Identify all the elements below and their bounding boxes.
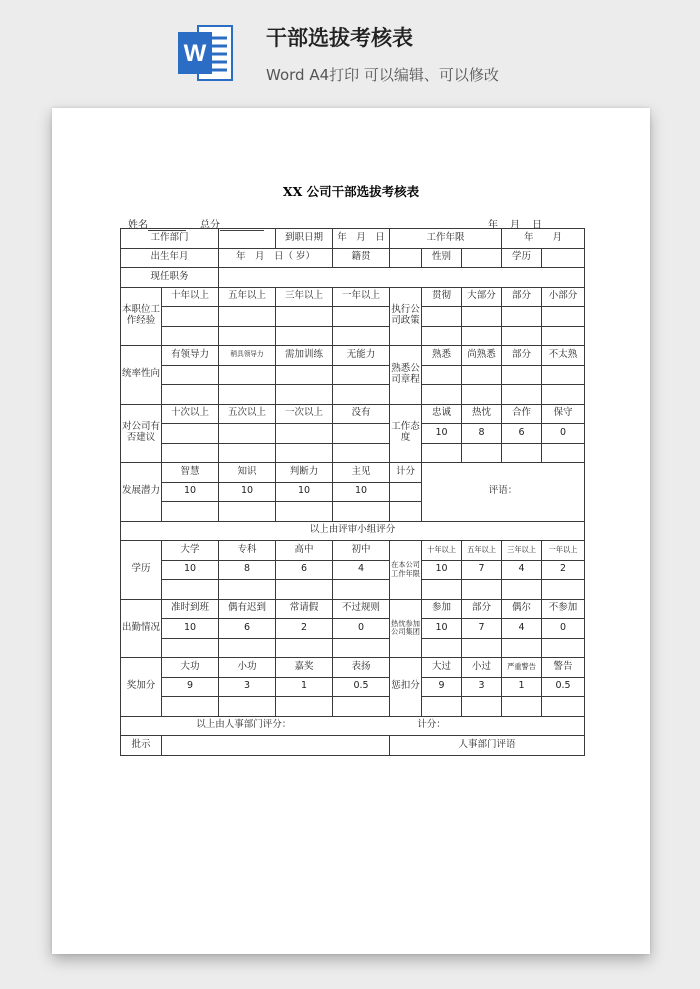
experience-opt-4: 一年以上 xyxy=(333,287,390,307)
potential-opt-3: 判断力 xyxy=(276,463,333,483)
edu-opt-3: 高中 xyxy=(276,541,333,561)
potential-score-1[interactable]: 10 xyxy=(162,482,219,502)
group-opt-3: 偶尔 xyxy=(502,599,542,619)
approval-label: 批示 xyxy=(121,736,162,756)
penalty-score-4[interactable]: 0.5 xyxy=(542,677,585,697)
block2-options-row xyxy=(121,346,585,366)
hire-date-label: 到职日期 xyxy=(276,229,333,249)
attendance-opt-1: 准时到班 xyxy=(162,599,219,619)
attendance-opt-4: 不过规则 xyxy=(333,599,390,619)
education-label: 学历 xyxy=(502,248,542,268)
attitude-score-1[interactable]: 10 xyxy=(422,424,462,444)
edu-score-4[interactable]: 4 xyxy=(333,560,390,580)
hire-date-value[interactable]: 年 月 日 xyxy=(333,229,390,249)
tenure-label: 在本公司工作年限 xyxy=(390,541,422,600)
attitude-score-3[interactable]: 6 xyxy=(502,424,542,444)
position-input[interactable] xyxy=(219,268,585,288)
attitude-label: 工作态度 xyxy=(390,404,422,463)
tenure-score-2[interactable]: 7 xyxy=(462,560,502,580)
birth-value[interactable]: 年 月 日（ 岁） xyxy=(219,248,333,268)
work-years-value[interactable]: 年 月 xyxy=(502,229,585,249)
edu-opt-1: 大学 xyxy=(162,541,219,561)
committee-note-row xyxy=(121,521,585,541)
group-opt-1: 参加 xyxy=(422,599,462,619)
potential-label: 发展潜力 xyxy=(121,463,162,522)
block1-score-row xyxy=(121,307,585,327)
block3-options-row xyxy=(121,404,585,424)
tenure-score-4[interactable]: 2 xyxy=(542,560,585,580)
edu-opt-2: 专科 xyxy=(219,541,276,561)
hr-note-cell xyxy=(121,716,585,736)
policy-opt-4: 小部分 xyxy=(542,287,585,307)
education-block-label: 学历 xyxy=(121,541,162,600)
attendance-opt-3: 常请假 xyxy=(276,599,333,619)
potential-score-total[interactable] xyxy=(390,482,422,502)
word-document-icon xyxy=(176,20,238,86)
attitude-opt-2: 热忱 xyxy=(462,404,502,424)
penalty-opt-3: 严重警告 xyxy=(502,658,542,678)
block7-blank-row xyxy=(121,697,585,717)
tenure-opt-2: 五年以上 xyxy=(462,541,502,561)
form-title: XX 公司干部选拔考核表 xyxy=(282,184,420,199)
gender-input[interactable] xyxy=(462,248,502,268)
suggestion-opt-4: 没有 xyxy=(333,404,390,424)
block5-blank-row xyxy=(121,580,585,600)
bonus-opt-4: 表扬 xyxy=(333,658,390,678)
name-label: 姓名 xyxy=(128,220,148,231)
group-opt-2: 部分 xyxy=(462,599,502,619)
attendance-score-3[interactable]: 2 xyxy=(276,619,333,639)
position-label: 现任职务 xyxy=(121,268,219,288)
policy-opt-2: 大部分 xyxy=(462,287,502,307)
hr-note: 以上由人事部门评分： xyxy=(196,719,292,731)
native-input[interactable] xyxy=(390,248,422,268)
group-score-2[interactable]: 7 xyxy=(462,619,502,639)
block4-options-row xyxy=(121,463,585,483)
edu-score-3[interactable]: 6 xyxy=(276,560,333,580)
bonus-score-4[interactable]: 0.5 xyxy=(333,677,390,697)
attitude-score-4[interactable]: 0 xyxy=(542,424,585,444)
committee-comment-box[interactable] xyxy=(422,463,585,522)
assessment-table xyxy=(120,228,585,756)
potential-score-3[interactable]: 10 xyxy=(276,482,333,502)
charter-label: 熟悉公司章程 xyxy=(390,346,422,405)
bonus-opt-2: 小功 xyxy=(219,658,276,678)
suggestion-opt-3: 一次以上 xyxy=(276,404,333,424)
penalty-label: 惩扣分 xyxy=(390,658,422,717)
policy-opt-1: 贯彻 xyxy=(422,287,462,307)
leadership-opt-1: 有领导力 xyxy=(162,346,219,366)
penalty-score-3[interactable]: 1 xyxy=(502,677,542,697)
date-month: 月 xyxy=(510,220,520,231)
tenure-score-1[interactable]: 10 xyxy=(422,560,462,580)
attendance-score-1[interactable]: 10 xyxy=(162,619,219,639)
potential-score-2[interactable]: 10 xyxy=(219,482,276,502)
comment-label: 评语： xyxy=(488,485,518,497)
block1-options-row xyxy=(121,287,585,307)
charter-opt-4: 不太熟 xyxy=(542,346,585,366)
leadership-opt-3: 需加训练 xyxy=(276,346,333,366)
tenure-opt-4: 一年以上 xyxy=(542,541,585,561)
bonus-opt-3: 嘉奖 xyxy=(276,658,333,678)
committee-note: 以上由评审小组评分 xyxy=(121,521,585,541)
suggestion-opt-1: 十次以上 xyxy=(162,404,219,424)
attitude-opt-1: 忠诚 xyxy=(422,404,462,424)
dept-input[interactable] xyxy=(219,229,276,249)
policy-opt-3: 部分 xyxy=(502,287,542,307)
block6-blank-row xyxy=(121,638,585,658)
block6-options-row xyxy=(121,599,585,619)
charter-opt-1: 熟悉 xyxy=(422,346,462,366)
block2-blank-row xyxy=(121,385,585,405)
attendance-opt-2: 偶有迟到 xyxy=(219,599,276,619)
suggestion-label: 对公司有否建议 xyxy=(121,404,162,463)
suggestion-opt-2: 五次以上 xyxy=(219,404,276,424)
tenure-opt-3: 三年以上 xyxy=(502,541,542,561)
potential-opt-2: 知识 xyxy=(219,463,276,483)
penalty-opt-2: 小过 xyxy=(462,658,502,678)
block7-options-row xyxy=(121,658,585,678)
page-subtitle: Word A4打印 可以编辑、可以修改 xyxy=(266,66,499,84)
experience-opt-1: 十年以上 xyxy=(162,287,219,307)
tenure-score-3[interactable]: 4 xyxy=(502,560,542,580)
hr-comment-box[interactable] xyxy=(390,736,585,756)
group-activity-label: 热忱参加公司集团 xyxy=(390,599,422,658)
block7-score-row xyxy=(121,677,585,697)
birth-label: 出生年月 xyxy=(121,248,219,268)
penalty-opt-4: 警告 xyxy=(542,658,585,678)
group-score-3[interactable]: 4 xyxy=(502,619,542,639)
edu-opt-4: 初中 xyxy=(333,541,390,561)
penalty-score-2[interactable]: 3 xyxy=(462,677,502,697)
block2-score-row xyxy=(121,365,585,385)
penalty-score-1[interactable]: 9 xyxy=(422,677,462,697)
potential-opt-1: 智慧 xyxy=(162,463,219,483)
dept-label: 工作部门 xyxy=(121,229,219,249)
experience-opt-3: 三年以上 xyxy=(276,287,333,307)
hr-note-row xyxy=(121,716,585,736)
bonus-score-2[interactable]: 3 xyxy=(219,677,276,697)
experience-label: 本职位工作经验 xyxy=(121,287,162,346)
policy-label: 执行公司政策 xyxy=(390,287,422,346)
block6-score-row xyxy=(121,619,585,639)
edu-score-2[interactable]: 8 xyxy=(219,560,276,580)
attendance-score-4[interactable]: 0 xyxy=(333,619,390,639)
block3-blank-row xyxy=(121,443,585,463)
info-row-1 xyxy=(121,229,585,249)
hr-comment-label: 人事部门评语 xyxy=(458,738,516,750)
group-score-4[interactable]: 0 xyxy=(542,619,585,639)
work-years-label: 工作年限 xyxy=(390,229,502,249)
potential-score-4[interactable]: 10 xyxy=(333,482,390,502)
approval-box[interactable] xyxy=(162,736,390,756)
block3-score-row xyxy=(121,424,585,444)
leadership-label: 统率性向 xyxy=(121,346,162,405)
potential-score-label: 计分 xyxy=(390,463,422,483)
bonus-score-3[interactable]: 1 xyxy=(276,677,333,697)
block5-score-row xyxy=(121,560,585,580)
page-title: 干部选拔考核表 xyxy=(266,26,413,50)
leadership-opt-2: 稍具领导力 xyxy=(219,346,276,366)
group-opt-4: 不参加 xyxy=(542,599,585,619)
word-icon-letter: W xyxy=(183,40,207,67)
edu-score-1[interactable]: 10 xyxy=(162,560,219,580)
block1-blank-row xyxy=(121,326,585,346)
date-year: 年 xyxy=(488,220,498,231)
gender-label: 性别 xyxy=(422,248,462,268)
native-label: 籍贯 xyxy=(333,248,390,268)
block5-options-row xyxy=(121,541,585,561)
info-row-2 xyxy=(121,248,585,268)
potential-opt-4: 主见 xyxy=(333,463,390,483)
approval-row xyxy=(121,736,585,756)
experience-opt-2: 五年以上 xyxy=(219,287,276,307)
document-page xyxy=(52,108,650,954)
tenure-opt-1: 十年以上 xyxy=(422,541,462,561)
group-score-1[interactable]: 10 xyxy=(422,619,462,639)
hr-score-label: 计分： xyxy=(417,719,446,731)
charter-opt-2: 尚熟悉 xyxy=(462,346,502,366)
bonus-opt-1: 大功 xyxy=(162,658,219,678)
bonus-label: 奖加分 xyxy=(121,658,162,717)
penalty-opt-1: 大过 xyxy=(422,658,462,678)
total-label: 总分 xyxy=(200,220,220,231)
attendance-label: 出勤情况 xyxy=(121,599,162,658)
bonus-score-1[interactable]: 9 xyxy=(162,677,219,697)
attendance-score-2[interactable]: 6 xyxy=(219,619,276,639)
page-header xyxy=(0,0,700,100)
attitude-score-2[interactable]: 8 xyxy=(462,424,502,444)
date-day: 日 xyxy=(532,220,542,231)
charter-opt-3: 部分 xyxy=(502,346,542,366)
attitude-opt-4: 保守 xyxy=(542,404,585,424)
education-input[interactable] xyxy=(542,248,585,268)
leadership-opt-4: 无能力 xyxy=(333,346,390,366)
attitude-opt-3: 合作 xyxy=(502,404,542,424)
info-row-3 xyxy=(121,268,585,288)
